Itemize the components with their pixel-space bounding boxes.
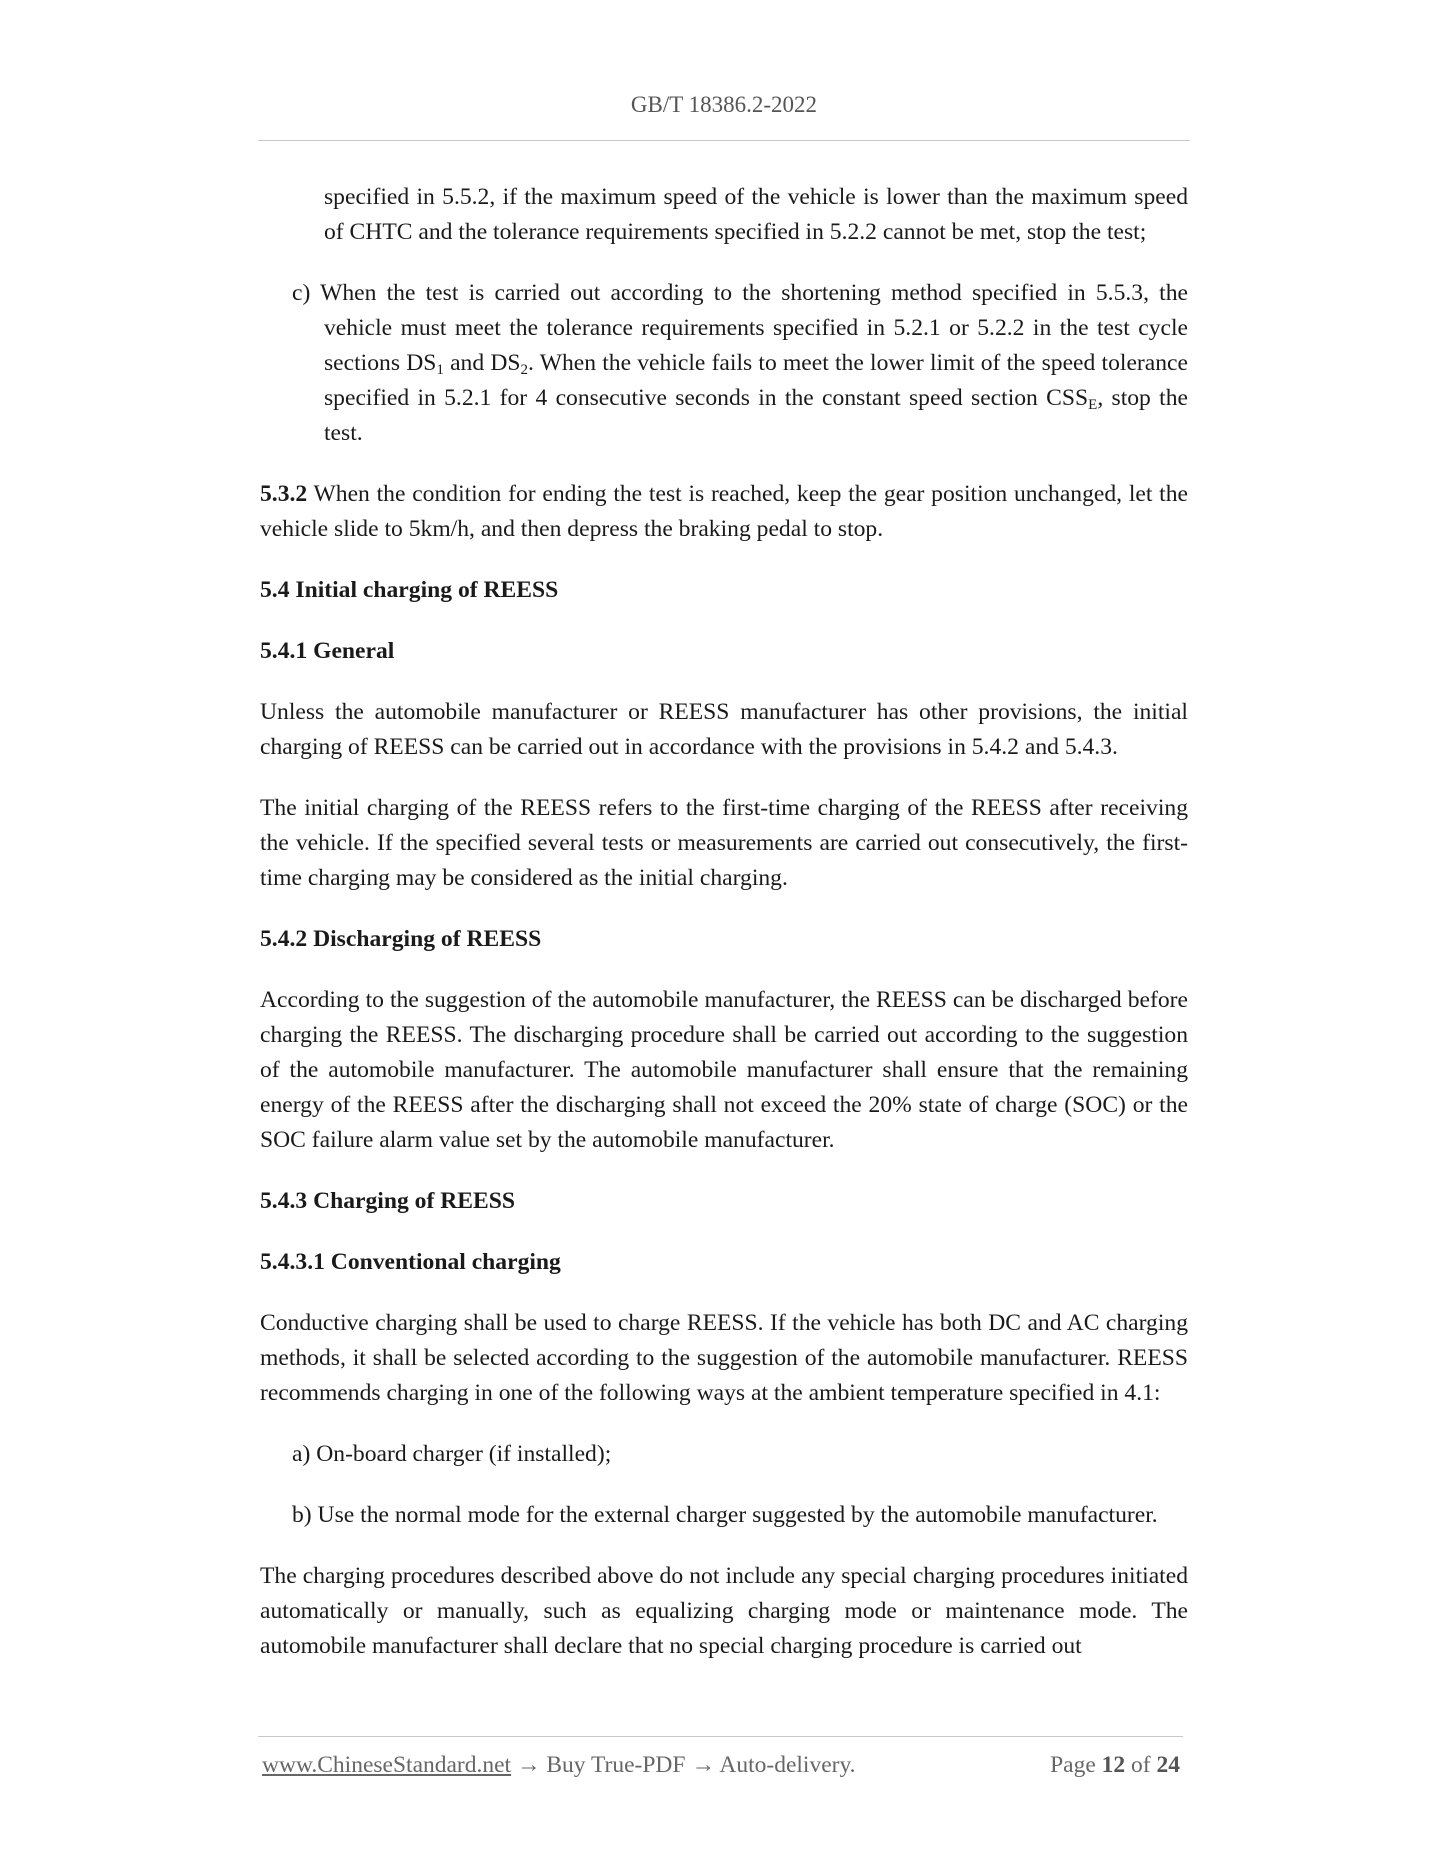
- heading-5-4-1: 5.4.1 General: [260, 638, 395, 664]
- page-header: GB/T 18386.2-2022: [630, 92, 818, 117]
- heading-5-4-3-1: 5.4.3.1 Conventional charging: [260, 1249, 561, 1275]
- continued-paragraph: specified in 5.5.2, if the maximum speed of the vehicle is lower than the maximum speed of CHTC and the tolerance requirements specified in 5.2.2 cannot be met, stop the test;: [324, 184, 1188, 245]
- clause-number: 5.3.2: [260, 481, 308, 507]
- header-divider: [258, 140, 1190, 141]
- site-link[interactable]: www.ChineseStandard.net: [262, 1752, 512, 1778]
- total-pages: 24: [1156, 1752, 1180, 1778]
- paragraph-last: The charging procedures described above do not include any special charging procedures initiated automatically or manually, such as equalizing charging mode or maintenance mode. The automobile manufacturer shall declare that no special charging procedure is carried out: [260, 1563, 1188, 1659]
- list-item-b: b) Use the normal mode for the external charger suggested by the automobile manufacturer.: [292, 1502, 1158, 1528]
- paragraph-5-4-3-1: Conductive charging shall be used to charge REESS. If the vehicle has both DC and AC charging methods, it shall be selected according to the suggestion of the automobile manufacturer. REESS recommends charging in one of the following ways at the ambient temperature specified in 4.1:: [260, 1310, 1188, 1406]
- clause-5-3-2: 5.3.2 When the condition for ending the test is reached, keep the gear position unchanged, let the vehicle slide to 5km/h, and then depress the braking pedal to stop.: [260, 481, 1188, 542]
- footer-promo-text: → Buy True-PDF → Auto-delivery.: [511, 1752, 856, 1778]
- paragraph-5-4-1-b: The initial charging of the REESS refers to the first-time charging of the REESS after receiving the vehicle. If the specified several tests or measurements are carried out consecutively, the first-time charging may be considered as the initial charging.: [260, 795, 1188, 891]
- document-body: [260, 180, 1188, 1690]
- list-item-a: a) On-board charger (if installed);: [292, 1441, 612, 1467]
- footer-divider: [258, 1736, 1183, 1737]
- paragraph-5-4-1-a: Unless the automobile manufacturer or REESS manufacturer has other provisions, the initial charging of REESS can be carried out in accordance with the provisions in 5.4.2 and 5.4.3.: [260, 699, 1188, 760]
- paragraph-5-4-2: According to the suggestion of the automobile manufacturer, the REESS can be discharged before charging the REESS. The discharging procedure shall be carried out according to the suggestion of the automobile manufacturer. The automobile manufacturer shall ensure that the remaining energy of the REESS after the discharging shall not exceed the 20% state of charge (SOC) or the SOC failure alarm value set by the automobile manufacturer.: [260, 987, 1188, 1153]
- current-page: 12: [1101, 1752, 1126, 1778]
- footer-promo: [262, 1752, 856, 1779]
- heading-5-4: 5.4 Initial charging of REESS: [260, 577, 559, 603]
- page-number: Page 12 of 24: [1050, 1752, 1180, 1778]
- list-item-c: c) When the test is carried out according to the shortening method specified in 5.5.3, the vehicle must meet the tolerance requirements specified in 5.2.1 or 5.2.2 in the test cycle sections $DS_1$ and $DS_2$. When the vehicle fails to meet the lower limit of the speed tolerance specified in 5.2.1 for 4 consecutive seconds in the constant speed section $CSS_E$, stop the test.: [292, 280, 1188, 446]
- heading-5-4-3: 5.4.3 Charging of REESS: [260, 1188, 515, 1214]
- heading-5-4-2: 5.4.2 Discharging of REESS: [260, 926, 542, 952]
